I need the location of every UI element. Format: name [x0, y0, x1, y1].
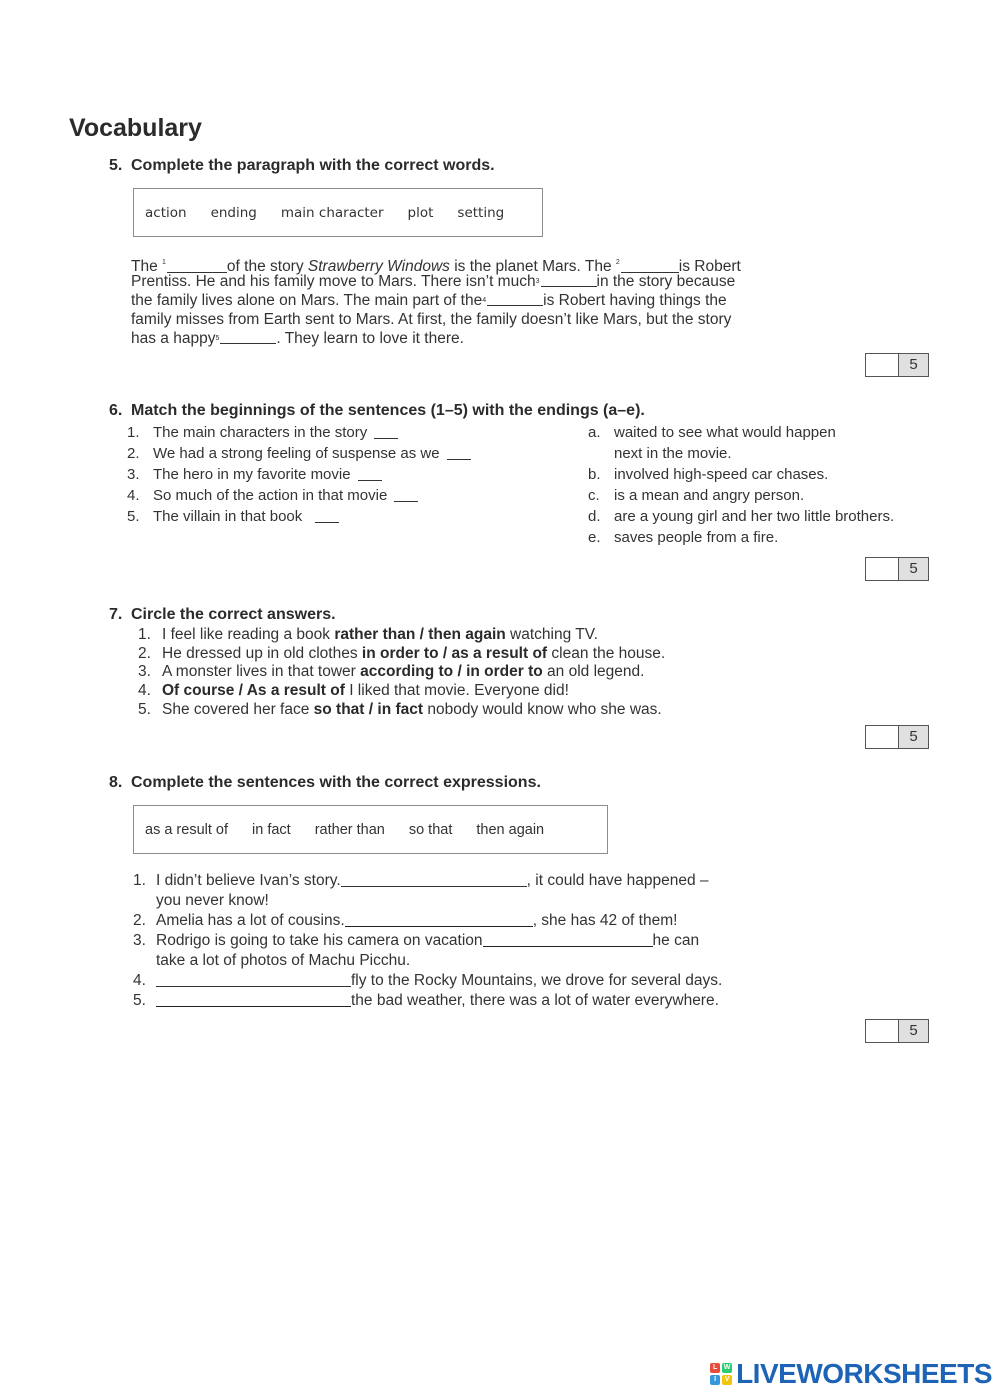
match-blank[interactable]: [394, 487, 418, 502]
q6-heading: [109, 402, 645, 420]
item-text: Rodrigo is going to take his camera on vacation: [156, 932, 483, 949]
item-number: 2.: [138, 644, 151, 662]
q6-beginnings-list: [127, 422, 471, 527]
list-item: [138, 645, 665, 664]
q6-endings-list: [588, 422, 894, 548]
blank-5[interactable]: [220, 329, 276, 344]
item-text: you never know!: [156, 892, 269, 909]
item-number: 3.: [138, 663, 151, 681]
item-text: is a mean and angry person.: [614, 487, 805, 504]
answer-choices[interactable]: Of course / As a result of: [162, 682, 345, 700]
list-item: [588, 485, 894, 506]
q5-heading: [109, 157, 495, 175]
list-item: [127, 422, 471, 443]
para-text: Prentiss. He and his family move to Mars. There isn’t much: [131, 273, 536, 290]
list-item: [127, 506, 471, 527]
item-number: 4.: [133, 972, 146, 989]
q8-heading: [109, 774, 541, 792]
blank-number: 2: [615, 259, 620, 266]
item-text: are a young girl and her two little brothers.: [614, 508, 895, 525]
answer-blank[interactable]: [345, 912, 533, 927]
answer-blank[interactable]: [156, 972, 351, 987]
book-title: Strawberry Windows: [307, 258, 450, 275]
q5-paragraph: [131, 253, 833, 348]
answer-blank[interactable]: [483, 932, 653, 947]
q5-word-box: [133, 188, 543, 237]
item-number: 4.: [127, 487, 140, 504]
blank-number: 5: [215, 335, 220, 342]
item-number: 5.: [133, 992, 146, 1009]
q8-score-box: [865, 1019, 929, 1043]
q6-number: 6.: [109, 402, 123, 419]
list-item: [133, 911, 722, 931]
q7-heading: [109, 606, 336, 624]
list-item: [588, 506, 894, 527]
item-text: nobody would know who she was.: [423, 700, 662, 718]
blank-4[interactable]: [487, 291, 543, 306]
score-total: 5: [899, 726, 928, 748]
para-text: of the story: [226, 258, 308, 275]
logo-text: LIVEWORKSHEETS: [736, 1358, 992, 1389]
item-text: We had a strong feeling of suspense as we: [153, 445, 440, 462]
item-text: I feel like reading a book: [162, 626, 335, 643]
item-letter: b.: [588, 466, 601, 483]
blank-number: 4: [482, 297, 487, 304]
list-item: [127, 464, 471, 485]
blank-2[interactable]: [621, 258, 679, 273]
item-text: the bad weather, there was a lot of water everywhere.: [351, 992, 719, 1009]
list-item: [138, 701, 665, 720]
list-item: [127, 485, 471, 506]
item-text: watching TV.: [505, 626, 598, 643]
q8-heading-text: Complete the sentences with the correct expressions.: [131, 774, 541, 791]
item-number: 3.: [127, 466, 140, 483]
item-text: The hero in my favorite movie: [153, 466, 351, 483]
q5-number: 5.: [109, 157, 123, 174]
item-text: he can: [652, 932, 700, 949]
list-item: [588, 443, 894, 464]
list-item: [133, 971, 722, 991]
q7-heading-text: Circle the correct answers.: [131, 606, 336, 623]
word-box-item: as a result of: [145, 821, 229, 838]
item-number: 1.: [138, 626, 151, 643]
section-title: Vocabulary: [69, 114, 202, 142]
word-box-item: so that: [408, 821, 453, 838]
answer-blank[interactable]: [156, 992, 351, 1007]
q8-word-box: [133, 805, 608, 854]
liveworksheets-logo: [710, 1358, 992, 1390]
para-text: is Robert: [678, 258, 741, 275]
word-box-item: main character: [280, 204, 384, 221]
list-item: [133, 991, 722, 1011]
item-text: take a lot of photos of Machu Picchu.: [156, 952, 411, 969]
item-number: 5.: [127, 508, 140, 525]
para-text: the family lives alone on Mars. The main part of the: [131, 292, 483, 309]
score-total: 5: [899, 1020, 928, 1042]
logo-letter: I: [710, 1375, 720, 1385]
q7-list: [138, 626, 665, 719]
item-text: She covered her face: [162, 700, 314, 718]
q8-list: [133, 871, 722, 1011]
list-item: [127, 443, 471, 464]
item-text: involved high-speed car chases.: [614, 466, 829, 483]
item-text: So much of the action in that movie: [153, 487, 388, 504]
score-input[interactable]: [866, 1020, 899, 1042]
q8-number: 8.: [109, 774, 123, 791]
item-number: 1.: [133, 872, 146, 889]
word-box-item: ending: [210, 204, 257, 221]
score-input[interactable]: [866, 558, 899, 580]
item-number: 5.: [138, 700, 151, 718]
blank-number: 3: [535, 278, 540, 285]
para-text: in the story because: [596, 273, 736, 290]
para-text: . They learn to love it there.: [276, 330, 464, 347]
answer-choices[interactable]: so that / in fact: [313, 700, 424, 718]
item-text: fly to the Rocky Mountains, we drove for several days.: [351, 972, 723, 989]
q7-number: 7.: [109, 606, 123, 623]
match-blank[interactable]: [447, 445, 471, 460]
logo-mark-icon: [710, 1363, 732, 1385]
score-input[interactable]: [866, 354, 899, 376]
q6-heading-text: Match the beginnings of the sentences (1–5) with the endings (a–e).: [131, 402, 645, 419]
item-text: The main characters in the story: [153, 424, 368, 441]
score-total: 5: [899, 354, 928, 376]
item-letter: e.: [588, 529, 601, 546]
logo-letter: L: [710, 1363, 720, 1373]
word-box-item: rather than: [314, 821, 385, 838]
item-text: The villain in that book: [153, 508, 303, 525]
blank-number: 1: [162, 259, 166, 266]
logo-letter: V: [722, 1375, 732, 1385]
item-number: 2.: [127, 445, 140, 462]
answer-choices[interactable]: in order to / as a result of: [361, 644, 548, 662]
list-item: [588, 422, 894, 443]
list-item-continued: [133, 951, 722, 971]
item-letter: d.: [588, 508, 601, 525]
answer-blank[interactable]: [341, 872, 527, 887]
item-text: saves people from a fire.: [614, 529, 779, 546]
item-text: I didn’t believe Ivan’s story.: [156, 872, 341, 889]
list-item: [138, 663, 665, 682]
item-text: an old legend.: [542, 663, 645, 681]
answer-choices[interactable]: according to / in order to: [360, 663, 543, 681]
item-number: 4.: [138, 682, 151, 700]
word-box-item: then again: [476, 821, 545, 838]
logo-letter: W: [723, 1364, 731, 1371]
para-text: family misses from Earth sent to Mars. At first, the family doesn’t like Mars, but the story: [131, 311, 732, 328]
list-item: [588, 527, 894, 548]
list-item: [133, 871, 722, 891]
answer-choices[interactable]: rather than / then again: [334, 626, 506, 643]
word-box-item: action: [145, 204, 187, 221]
item-text: next in the movie.: [614, 445, 732, 462]
item-number: 3.: [133, 932, 146, 949]
item-text: , it could have happened –: [526, 872, 709, 889]
item-number: 1.: [127, 424, 140, 441]
item-letter: a.: [588, 424, 601, 441]
item-text: clean the house.: [547, 644, 666, 662]
list-item: [138, 682, 665, 701]
list-item-continued: [133, 891, 722, 911]
score-total: 5: [899, 558, 928, 580]
item-text: waited to see what would happen: [614, 424, 836, 441]
match-blank[interactable]: [358, 466, 382, 481]
item-text: , she has 42 of them!: [532, 912, 678, 929]
word-box-item: in fact: [252, 821, 291, 838]
q5-score-box: [865, 353, 929, 377]
para-text: is Robert having things the: [543, 292, 727, 309]
list-item: [588, 464, 894, 485]
list-item: [138, 626, 665, 645]
score-input[interactable]: [866, 726, 899, 748]
para-text: The: [131, 258, 163, 275]
word-box-item: plot: [407, 204, 434, 221]
q6-score-box: [865, 557, 929, 581]
item-text: A monster lives in that tower: [162, 663, 361, 681]
item-letter: c.: [588, 487, 600, 504]
item-text: Amelia has a lot of cousins.: [156, 912, 345, 929]
blank-3[interactable]: [541, 272, 597, 287]
para-text: is the planet Mars. The: [449, 258, 616, 275]
item-text: I liked that movie. Everyone did!: [344, 682, 569, 700]
item-text: He dressed up in old clothes: [162, 644, 362, 662]
blank-1[interactable]: [167, 258, 227, 273]
list-item: [133, 931, 722, 951]
match-blank[interactable]: [374, 424, 398, 439]
match-blank[interactable]: [315, 508, 339, 523]
item-number: 2.: [133, 912, 146, 929]
q7-score-box: [865, 725, 929, 749]
word-box-item: setting: [457, 204, 505, 221]
q5-heading-text: Complete the paragraph with the correct words.: [131, 157, 495, 174]
para-text: has a happy: [131, 330, 216, 347]
